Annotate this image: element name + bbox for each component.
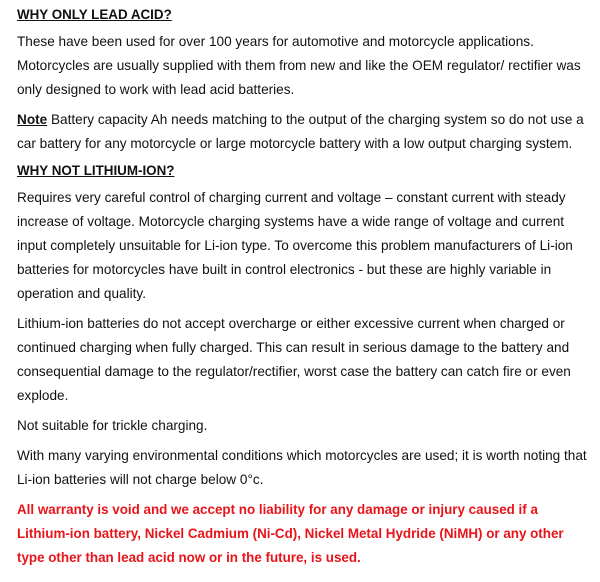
warranty-warning: All warranty is void and we accept no liability for any damage or injury caused if a Lithium-ion battery, Nickel Cadmium (Ni-Cd), Nickel Metal Hydride (NiMH) or any other type other than lead acid now or in the future, is used. [17,502,564,565]
heading-why-only-lead-acid: WHY ONLY LEAD ACID? [17,7,172,22]
temperature-paragraph: With many varying environmental conditions which motorcycles are used; it is worth noting that Li-ion batteries will not charge below 0°c. [17,448,587,487]
note-text: Battery capacity Ah needs matching to the output of the charging system so do not use a car battery for any motorcycle or large motorcycle battery with a low output charging system. [17,112,584,151]
heading-why-not-lithium-ion: WHY NOT LITHIUM-ION? [17,163,175,178]
trickle-charging-paragraph: Not suitable for trickle charging. [17,418,208,433]
lead-acid-paragraph: These have been used for over 100 years for automotive and motorcycle applications. Motorcycles are usually supplied with them from new and like the OEM regulator/ rectifier was only designed to work with lead acid batteries. [17,34,581,97]
note-label: Note [17,112,48,127]
lithium-control-paragraph: Requires very careful control of charging current and voltage – constant current with steady increase of voltage. Motorcycle charging systems have a wide range of voltage and current input completely unsuitable for Li-ion type. To overcome this problem manufacturers of Li-ion batteries for motorcycles have built in control electronics - but these are highly variable in operation and quality. [17,190,573,301]
lithium-overcharge-paragraph: Lithium-ion batteries do not accept overcharge or either excessive current when charged or continued charging when fully charged. This can result in serious damage to the battery and consequential damage to the regulator/rectifier, worst case the battery can catch fire or even explode. [17,316,571,403]
note-paragraph [17,108,588,156]
